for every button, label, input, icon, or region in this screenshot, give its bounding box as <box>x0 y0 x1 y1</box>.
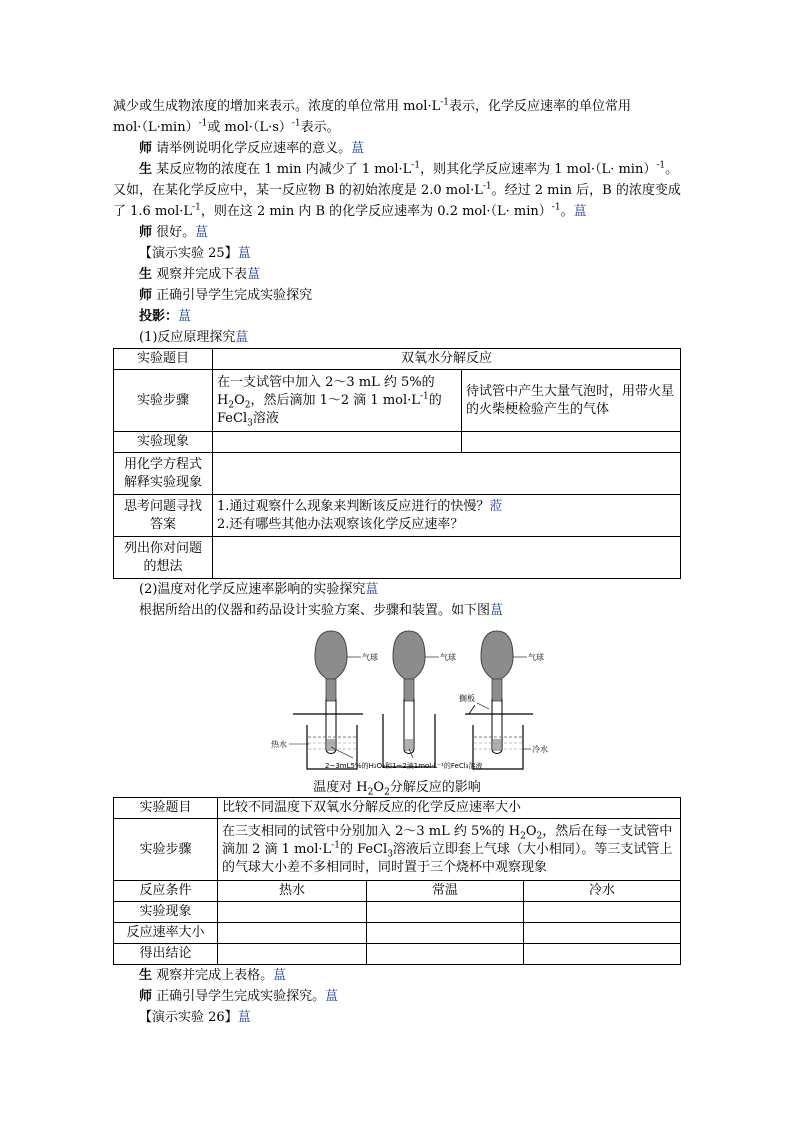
dialogue-teacher-2: 师 很好。蒀 <box>139 225 209 240</box>
apparatus-cold <box>465 631 533 769</box>
table2-cell <box>218 944 367 965</box>
table1-label-questions: 思考问题寻找答案 <box>114 495 213 537</box>
balloon-neck <box>492 679 502 701</box>
balloon-neck <box>404 679 414 701</box>
table2-label-conclusion: 得出结论 <box>114 944 218 965</box>
table1-phenomenon-right <box>462 432 681 453</box>
table2-cell <box>524 944 681 965</box>
apparatus-hot <box>289 631 363 769</box>
table2-cell <box>367 902 524 923</box>
table2-cell <box>524 923 681 944</box>
table1-steps-right: 待试管中产生大量气泡时，用带火星的火柴梗检验产生的气体 <box>462 370 681 432</box>
apparatus-diagram <box>113 621 681 779</box>
table2-cond-cold: 冷水 <box>524 881 681 902</box>
table2-cell <box>524 902 681 923</box>
label-pointer <box>477 703 489 709</box>
table1-label-ideas: 列出你对问题的想法 <box>114 537 213 579</box>
label-hot-water: 热水 <box>271 740 287 749</box>
section-2-desc: 根据所给出的仪器和药品设计实验方案、步骤和装置。如下图蒀 <box>139 603 504 618</box>
table2-cell <box>367 923 524 944</box>
section-2-title: (2)温度对化学反应速率影响的实验探究蒀 <box>139 582 379 597</box>
balloon-shape <box>315 631 347 679</box>
shelf-hook <box>469 705 475 714</box>
projection-label: 投影：蒀 <box>139 309 192 324</box>
table2-label-title: 实验题目 <box>114 798 218 819</box>
figure-caption: 温度对 $H_2O_2$分解反应的影响 <box>313 780 481 798</box>
table2-value-title: 比较不同温度下双氧水分解反应的化学反应速率大小 <box>218 798 681 819</box>
dialogue-student-1: 生 某反应物的浓度在 1 min 内减少了 1 $mol\cdot L^{-1}$，则其化学反应速率为 1 $mol\cdot(L\cdot \min)^{-1}$。又如，在某化学反应中，某一反应物 B 的初始浓度是 2.0 $mol\cdot L^{-1}$。经过 2 min 后，B 的浓度变成了 1.6 $mol\cdot L^{-1}$，则在这 2 min 内 B 的化学反应速率为 0.2 $mol\cdot(L\cdot \min)^{-1}$。蒀 <box>113 160 681 219</box>
table1-label-phenomenon: 实验现象 <box>114 432 213 453</box>
label-balloon-3: 气球 <box>528 653 544 662</box>
demo-experiment-26: 【演示实验 26】蒀 <box>139 1010 251 1025</box>
table1-label-equation: 用化学方程式解释实验现象 <box>114 453 213 495</box>
table2-cell <box>218 902 367 923</box>
intro-line-1: 减少或生成物浓度的增加来表示。浓度的单位常用 $mol\cdot L^{-1}$表示，化学反应速率的单位常用 <box>113 97 632 114</box>
section-1-title: (1)反应原理探究蒀 <box>139 330 249 345</box>
table2-steps-cell: 在三支相同的试管中分别加入 2～3 mL 约 5%的 $H_2O_2$，然后在每一支试管中滴加 2 滴 1 $mol\cdot L^{-1}$的 FeCl$_3$溶液后立即套上气球（大小相同）。等三支试管上的气球大小差不多相同时，同时置于三个烧杯中观察现象 <box>218 819 681 881</box>
table2-cell <box>218 923 367 944</box>
table1-ideas-cell <box>213 537 681 579</box>
table2-cell <box>367 944 524 965</box>
closing-student: 生 观察并完成上表格。蒀 <box>139 968 287 983</box>
table2-cond-room: 常温 <box>367 881 524 902</box>
balloon-shape <box>481 631 513 679</box>
table1-equation-cell <box>213 453 681 495</box>
label-board: 搁板 <box>459 694 475 703</box>
table1-questions-cell: 1.通过观察什么现象来判断该反应进行的快慢？蒞 2.还有哪些其他办法观察该化学反应速率？ <box>213 495 681 537</box>
table2-cond-hot: 热水 <box>218 881 367 902</box>
label-balloon-1: 气球 <box>362 653 378 662</box>
table2-label-condition: 反应条件 <box>114 881 218 902</box>
intro-line-2: $mol\cdot(L\cdot\min)^{-1}$或 $mol\cdot(L\cdot s)^{-1}$表示。 <box>113 118 340 135</box>
table-temperature-effect <box>113 797 681 965</box>
table2-label-rate: 反应速率大小 <box>114 923 218 944</box>
table-reaction-principle <box>113 348 681 579</box>
table1-phenomenon-left <box>213 432 462 453</box>
demo-experiment-25: 【演示实验 25】蒀 <box>139 246 251 261</box>
label-reagent: 2~3mL5%的H₂O₂和1~2滴1mol·L⁻¹的FeCl₃溶液 <box>325 762 483 770</box>
balloon-shape <box>393 631 425 679</box>
label-balloon-2: 气球 <box>440 653 456 662</box>
table2-label-steps: 实验步骤 <box>114 819 218 881</box>
closing-teacher: 师 正确引导学生完成实验探究。蒀 <box>139 989 339 1004</box>
balloon-neck <box>326 679 336 701</box>
dialogue-teacher-3: 师 正确引导学生完成实验探究 <box>139 288 313 303</box>
apparatus-room <box>383 631 439 767</box>
table2-label-phenomenon: 实验现象 <box>114 902 218 923</box>
table1-steps-left: 在一支试管中加入 2～3 mL 约 5%的 $H_2O_2$，然后滴加 1～2 滴 1 $mol\cdot L^{-1}$的 FeCl$_3$溶液 <box>213 370 462 432</box>
dialogue-teacher-1: 师 请举例说明化学反应速率的意义。蒀 <box>139 141 365 156</box>
table1-label-title: 实验题目 <box>114 349 213 370</box>
table1-value-title: 双氧水分解反应 <box>213 349 681 370</box>
label-cold-water: 冷水 <box>532 745 548 754</box>
dialogue-student-2: 生 观察并完成下表蒀 <box>139 267 261 282</box>
document-body <box>113 96 681 1028</box>
table1-label-steps: 实验步骤 <box>114 370 213 432</box>
apparatus-figure <box>113 621 681 779</box>
